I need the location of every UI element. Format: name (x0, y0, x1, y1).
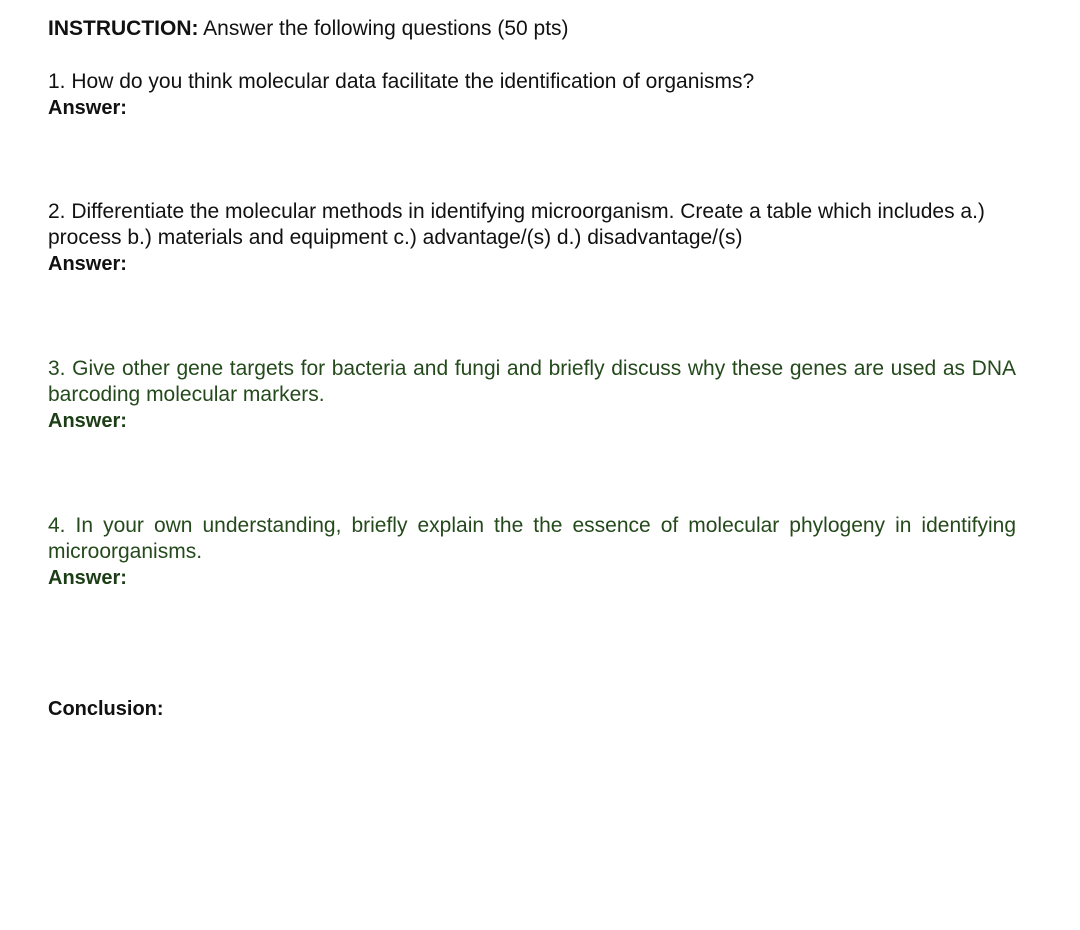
question-2-answer-label: Answer: (48, 253, 127, 275)
question-4 (48, 513, 1016, 591)
question-3-text: 3. Give other gene targets for bacteria and fungi and briefly discuss why these genes are used as DNA barcoding molecular markers. (48, 357, 1016, 406)
question-4-answer-label: Answer: (48, 567, 127, 589)
question-2-text: 2. Differentiate the molecular methods in identifying microorganism. Create a table which includes a.) process b.) materials and equipment c.) advantage/(s) d.) disadvantage/(s) (48, 200, 985, 249)
question-3-answer-label: Answer: (48, 410, 127, 432)
instruction-label: INSTRUCTION: (48, 17, 199, 40)
question-3 (48, 356, 1016, 434)
instruction-line (48, 16, 569, 42)
question-1 (48, 69, 1016, 121)
question-4-text: 4. In your own understanding, briefly explain the the essence of molecular phylogeny in identifying microorganisms. (48, 514, 1016, 563)
question-1-answer-label: Answer: (48, 97, 127, 119)
conclusion-label: Conclusion: (48, 698, 164, 720)
question-2 (48, 199, 1016, 277)
question-1-text: 1. How do you think molecular data facilitate the identification of organisms? (48, 70, 755, 93)
instruction-text: Answer the following questions (50 pts) (198, 17, 569, 40)
